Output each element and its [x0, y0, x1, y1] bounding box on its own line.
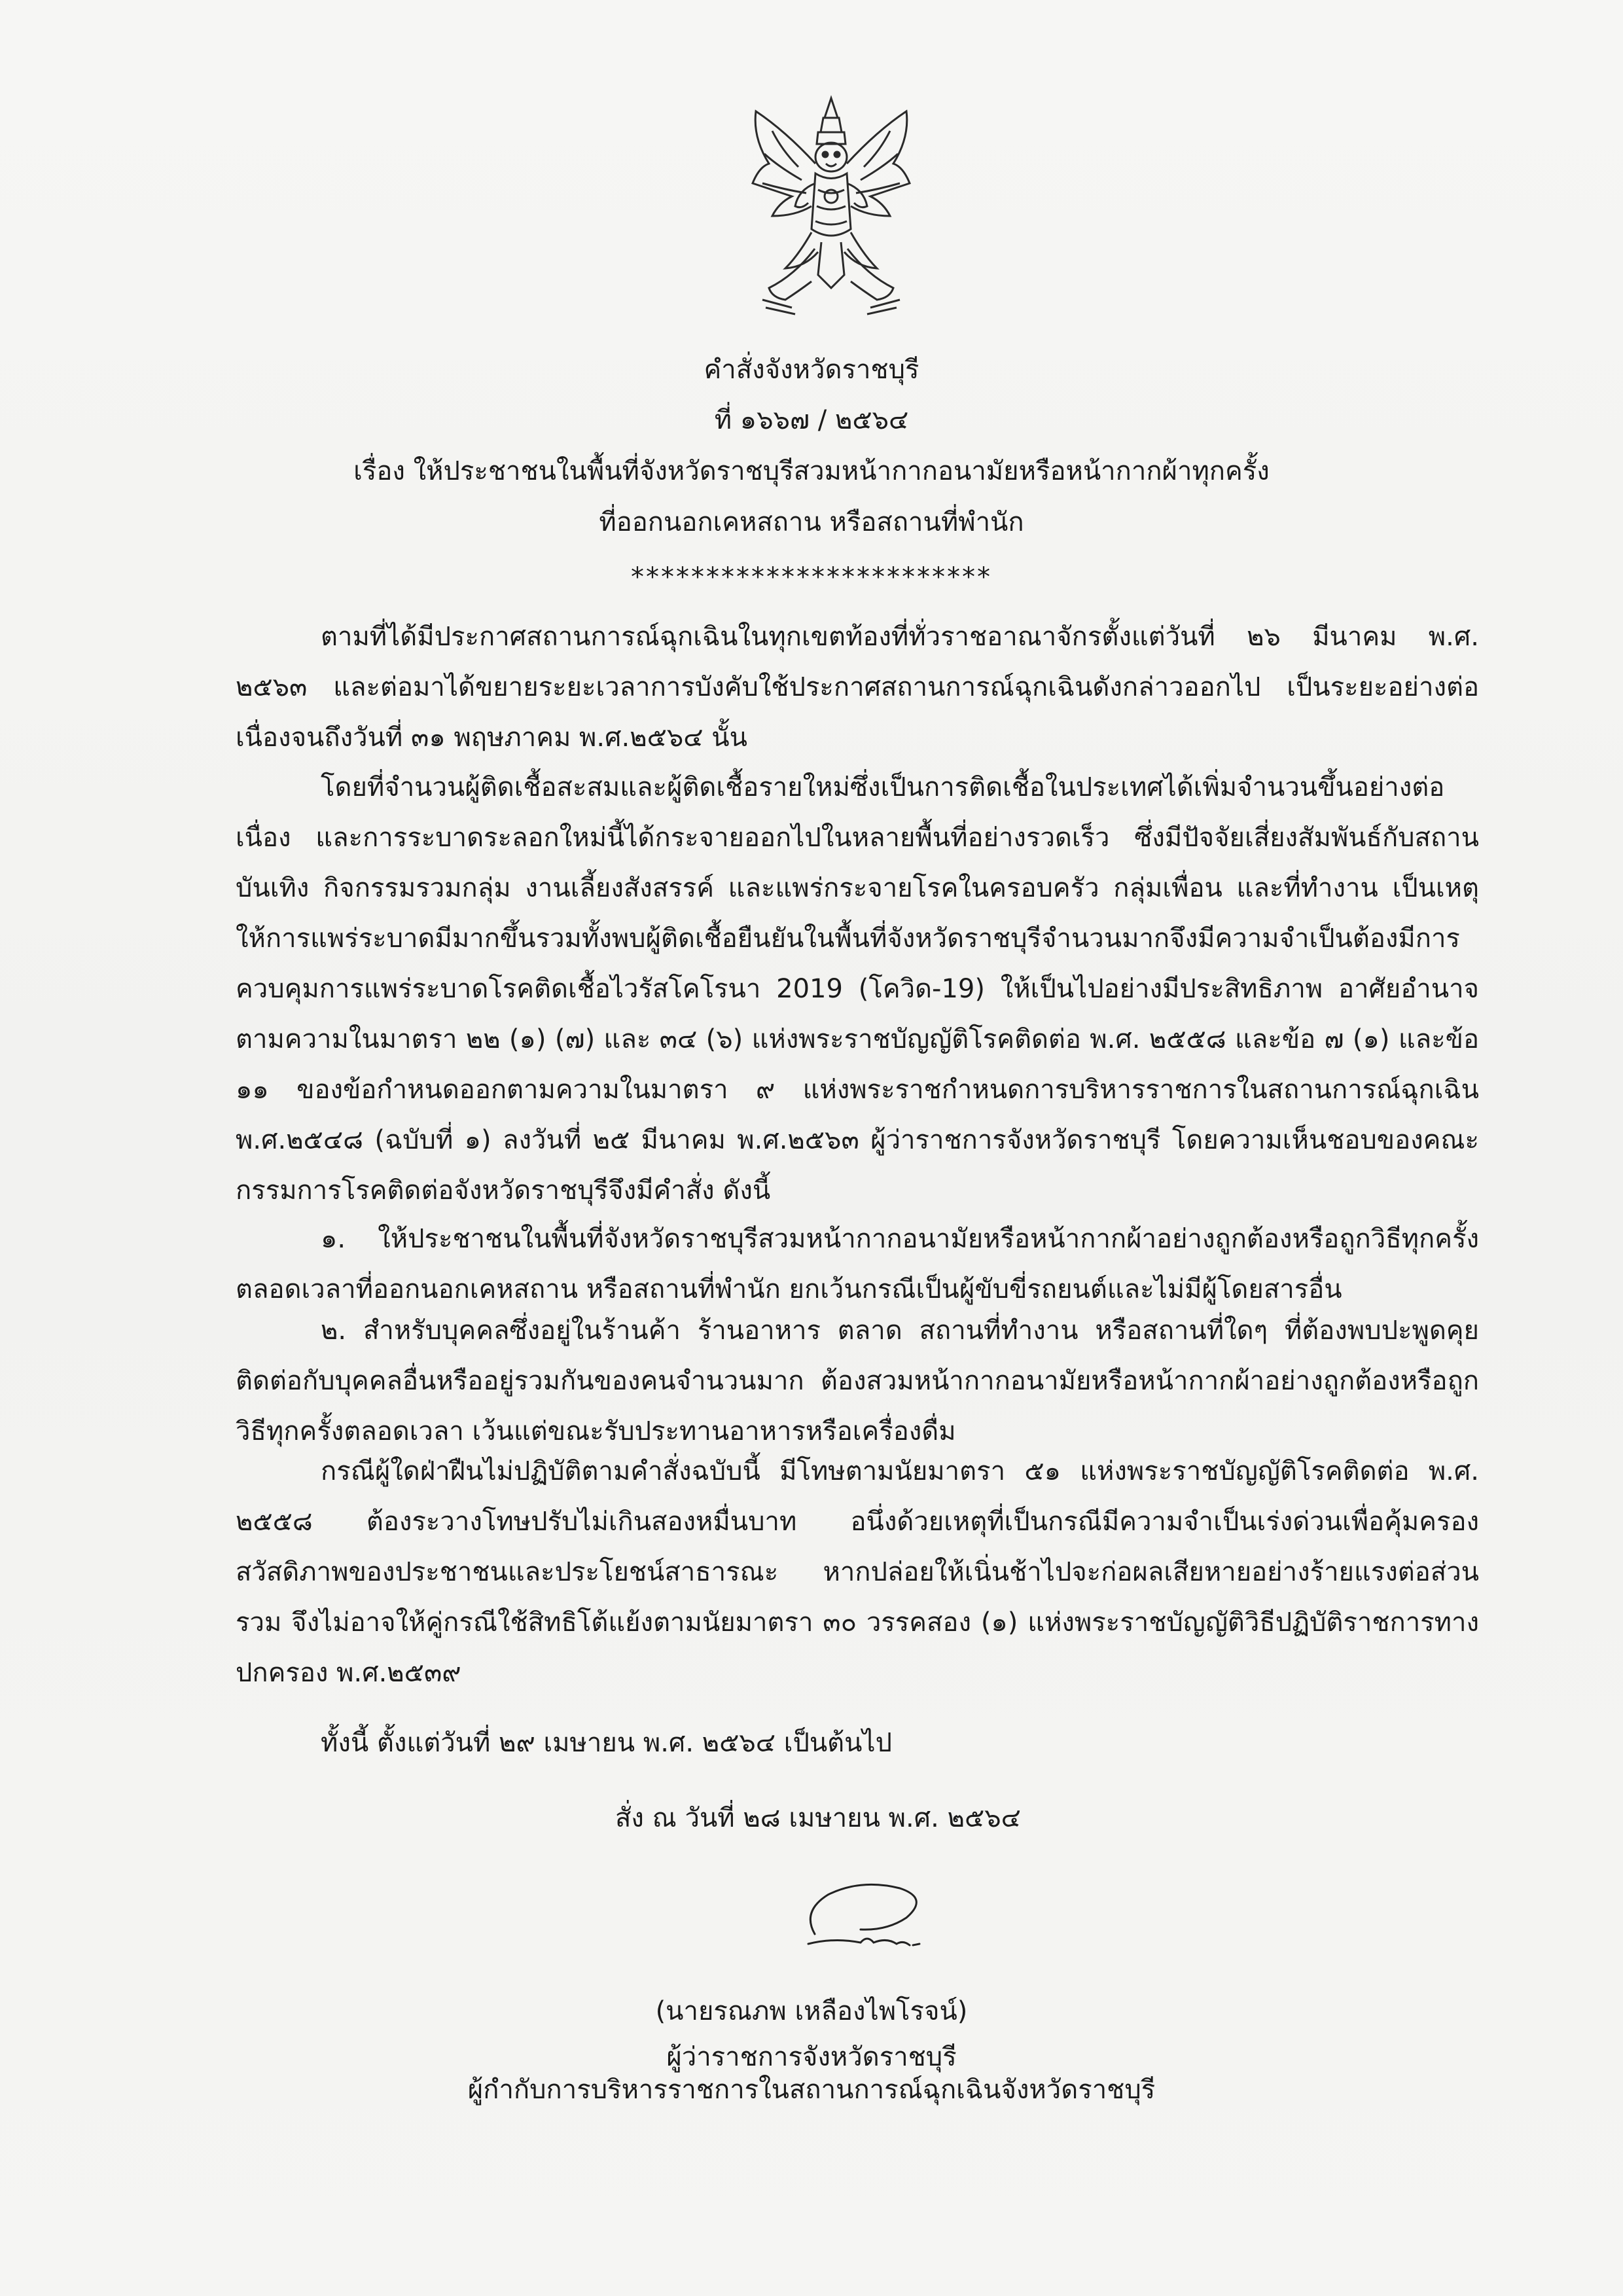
order-date: สั่ง ณ วันที่ ๒๘ เมษายน พ.ศ. ๒๕๖๔	[615, 1803, 1021, 1833]
paragraph-clause-1: ๑. ให้ประชาชนในพื้นที่จังหวัดราชบุรีสวมหน้ากากอนามัยหรือหน้ากากผ้าอย่างถูกต้องหรือถูกวิธีทุกครั้งตลอดเวลาที่ออกนอกเคหสถาน หรือสถานที่พำนัก ยกเว้นกรณีเป็นผู้ขับขี่รถยนต์และไม่มีผู้โดยสารอื่น	[236, 1224, 1479, 1304]
handwritten-signature	[789, 1872, 939, 1957]
paragraph-reasoning: โดยที่จำนวนผู้ติดเชื้อสะสมและผู้ติดเชื้อรายใหม่ซึ่งเป็นการติดเชื้อในประเทศได้เพิ่มจำนวนขึ้นอย่างต่อเนื่อง และการระบาดระลอกใหม่นี้ได้กระจายออกไปในหลายพื้นที่อย่างรวดเร็ว ซึ่งมีปัจจัยเสี่ยงสัมพันธ์กับสถานบันเทิง กิจกรรมรวมกลุ่ม งานเลี้ยงสังสรรค์ และแพร่กระจายโรคในครอบครัว กลุ่มเพื่อน และที่ทำงาน เป็นเหตุให้การแพร่ระบาดมีมากขึ้นรวมทั้งพบผู้ติดเชื้อยืนยันในพื้นที่จังหวัดราชบุรีจำนวนมากจึงมีความจำเป็นต้องมีการควบคุมการแพร่ระบาดโรคติดเชื้อไวรัสโคโรนา 2019 (โควิด-19) ให้เป็นไปอย่างมีประสิทธิภาพ อาศัยอำนาจตามความในมาตรา ๒๒ (๑) (๗) และ ๓๔ (๖) แห่งพระราชบัญญัติโรคติดต่อ พ.ศ. ๒๕๕๘ และข้อ ๗ (๑) และข้อ ๑๑ ของข้อกำหนดออกตามความในมาตรา ๙ แห่งพระราชกำหนดการบริหารราชการในสถานการณ์ฉุกเฉิน พ.ศ.๒๕๔๘ (ฉบับที่ ๑) ลงวันที่ ๒๕ มีนาคม พ.ศ.๒๕๖๓ ผู้ว่าราชการจังหวัดราชบุรี โดยความเห็นชอบของคณะกรรมการโรคติดต่อจังหวัดราชบุรีจึงมีคำสั่ง ดังนี้	[236, 772, 1479, 1206]
paragraph-background: ตามที่ได้มีประกาศสถานการณ์ฉุกเฉินในทุกเขตท้องที่ทั่วราชอาณาจักรตั้งแต่วันที่ ๒๖ มีนาคม พ.ศ. ๒๕๖๓ และต่อมาได้ขยายระยะเวลาการบังคับใช้ประกาศสถานการณ์ฉุกเฉินดังกล่าวออกไป เป็นระยะอย่างต่อเนื่องจนถึงวันที่ ๓๑ พฤษภาคม พ.ศ.๒๕๖๔ นั้น	[236, 622, 1479, 753]
signatory-position-emergency: ผู้กำกับการบริหารราชการในสถานการณ์ฉุกเฉินจังหวัดราชบุรี	[467, 2075, 1156, 2105]
order-subject-line2: ที่ออกนอกเคหสถาน หรือสถานที่พำนัก	[599, 507, 1024, 537]
paragraph-penalty: กรณีผู้ใดฝ่าฝืนไม่ปฏิบัติตามคำสั่งฉบับนี้ มีโทษตามนัยมาตรา ๕๑ แห่งพระราชบัญญัติโรคติดต่อ พ.ศ. ๒๕๕๘ ต้องระวางโทษปรับไม่เกินสองหมื่นบาท อนึ่งด้วยเหตุที่เป็นกรณีมีความจำเป็นเร่งด่วนเพื่อคุ้มครองสวัสดิภาพของประชาชนและประโยชน์สาธารณะ หากปล่อยให้เนิ่นช้าไปจะก่อผลเสียหายอย่างร้ายแรงต่อส่วนรวม จึงไม่อาจให้คู่กรณีใช้สิทธิโต้แย้งตามนัยมาตรา ๓๐ วรรคสอง (๑) แห่งพระราชบัญญัติวิธีปฏิบัติราชการทางปกครอง พ.ศ.๒๕๓๙	[236, 1456, 1479, 1688]
order-number: ที่ ๑๖๖๗ / ๒๕๖๔	[714, 405, 909, 435]
signatory-position: ผู้ว่าราชการจังหวัดราชบุรี	[666, 2042, 957, 2072]
order-subject-line1: เรื่อง ให้ประชาชนในพื้นที่จังหวัดราชบุรีสวมหน้ากากอนามัยหรือหน้ากากผ้าทุกครั้ง	[353, 456, 1270, 486]
paragraph-clause-2: ๒. สำหรับบุคคลซึ่งอยู่ในร้านค้า ร้านอาหาร ตลาด สถานที่ทำงาน หรือสถานที่ใดๆ ที่ต้องพบปะพูดคุยติดต่อกับบุคคลอื่นหรืออยู่รวมกันของคนจำนวนมาก ต้องสวมหน้ากากอนามัยหรือหน้ากากผ้าอย่างถูกต้องหรือถูกวิธีทุกครั้งตลอดเวลา เว้นแต่ขณะรับประทานอาหารหรือเครื่องดื่ม	[236, 1316, 1479, 1446]
signatory-name: (นายรณภพ เหลืองไพโรจน์)	[655, 1996, 968, 2026]
separator: ************************	[631, 562, 992, 592]
paragraph-effective-date: ทั้งนี้ ตั้งแต่วันที่ ๒๙ เมษายน พ.ศ. ๒๕๖๔ เป็นต้นไป	[321, 1728, 893, 1758]
order-title: คำสั่งจังหวัดราชบุรี	[704, 355, 919, 385]
garuda-emblem-icon	[733, 92, 929, 327]
